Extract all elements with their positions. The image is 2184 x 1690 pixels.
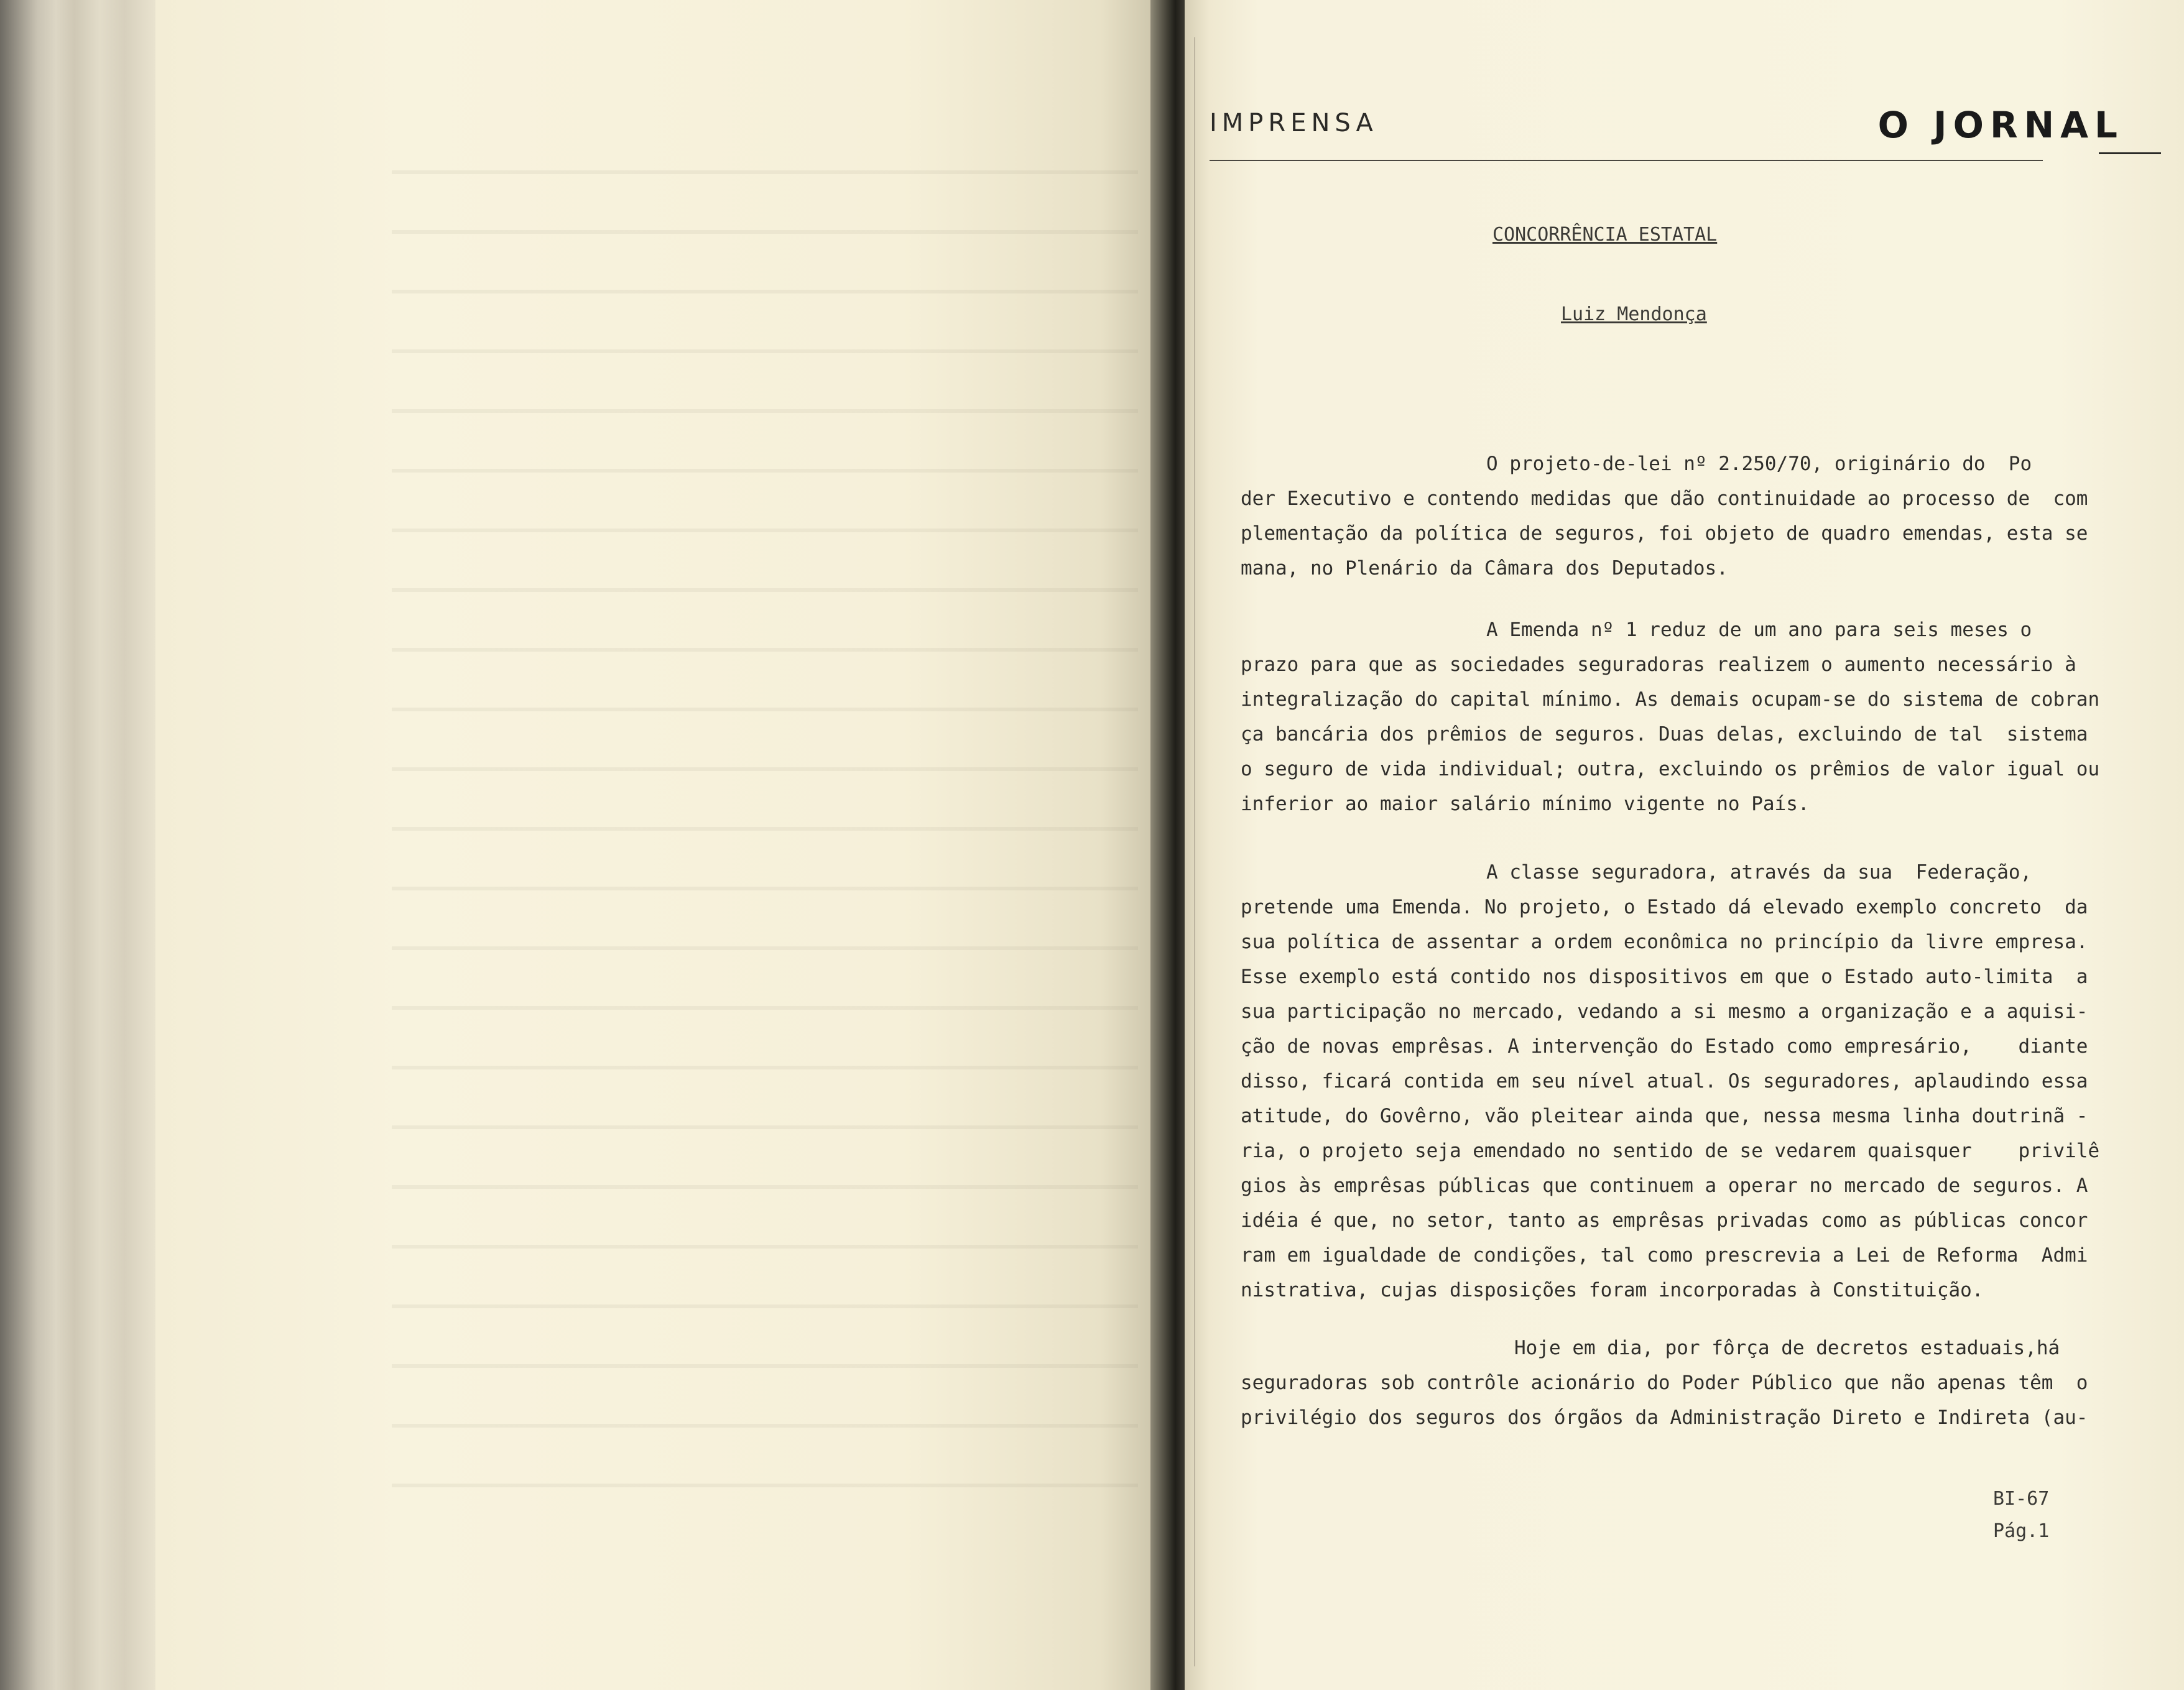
text-line: prazo para que as sociedades seguradoras realizem o aumento necessário à <box>1241 653 2076 676</box>
paragraph-2 <box>1241 612 2100 821</box>
text-line: seguradoras sob contrôle acionário do Poder Público que não apenas têm o <box>1241 1372 2088 1394</box>
text-line: Esse exemplo está contido nos dispositivos em que o Estado auto-limita a <box>1241 966 2088 988</box>
text-line: o seguro de vida individual; outra, excluindo os prêmios de valor igual ou <box>1241 758 2100 780</box>
text-line: sua participação no mercado, vedando a si mesmo a organização e a aquisi- <box>1241 1000 2088 1023</box>
text-line: A Emenda nº 1 reduz de um ano para seis meses o <box>1486 619 2032 641</box>
text-line: pretende uma Emenda. No projeto, o Estado dá elevado exemplo concreto da <box>1241 896 2088 918</box>
show-through-text <box>392 143 1138 1511</box>
text-line: ria, o projeto seja emendado no sentido de se vedarem quaisquer privilê <box>1241 1140 2100 1162</box>
text-line: mana, no Plenário da Câmara dos Deputados. <box>1241 557 1728 579</box>
paragraph-4 <box>1241 1331 2088 1435</box>
section-label: IMPRENSA <box>1210 109 1378 137</box>
right-page <box>1185 0 2184 1690</box>
page-edges <box>0 0 155 1690</box>
article-author: Luiz Mendonça <box>1561 303 1707 325</box>
text-line: der Executivo e contendo medidas que dão continuidade ao processo de com <box>1241 487 2088 510</box>
text-line: inferior ao maior salário mínimo vigente no País. <box>1241 793 1810 815</box>
text-line: atitude, do Govêrno, vão pleitear ainda que, nessa mesma linha doutrinã - <box>1241 1105 2088 1127</box>
text-line: privilégio dos seguros dos órgãos da Administração Direto e Indireta (au- <box>1241 1406 2088 1429</box>
text-line: sua política de assentar a ordem econômica no princípio da livre empresa. <box>1241 931 2088 953</box>
paragraph-3 <box>1241 855 2100 1308</box>
text-line: disso, ficará contida em seu nível atual. Os seguradores, aplaudindo essa <box>1241 1070 2088 1092</box>
paragraph-1 <box>1241 446 2088 586</box>
article-title: CONCORRÊNCIA ESTATAL <box>1492 224 1718 246</box>
text-line: ram em igualdade de condições, tal como prescrevia a Lei de Reforma Admi <box>1241 1244 2088 1267</box>
text-line: Hoje em dia, por fôrça de decretos estaduais,há <box>1514 1337 2060 1359</box>
text-line: gios às emprêsas públicas que continuem a operar no mercado de seguros. A <box>1241 1175 2088 1197</box>
header-rule <box>1210 160 2043 161</box>
text-line: ça bancária dos prêmios de seguros. Duas delas, excluindo de tal sistema <box>1241 723 2088 746</box>
page-number: Pág.1 <box>1993 1520 2050 1542</box>
header-rule-end <box>2099 152 2161 154</box>
left-page-blank <box>155 0 1150 1690</box>
bulletin-code: BI-67 <box>1993 1488 2050 1510</box>
text-line: idéia é que, no setor, tanto as emprêsas privadas como as públicas concor <box>1241 1209 2088 1232</box>
text-line: A classe seguradora, através da sua Federação, <box>1486 861 2032 884</box>
text-line: integralização do capital mínimo. As demais ocupam-se do sistema de cobran <box>1241 688 2100 711</box>
text-line: ção de novas emprêsas. A intervenção do Estado como empresário, diante <box>1241 1035 2088 1058</box>
page-header <box>1210 104 2161 165</box>
page-footer <box>1993 1483 2049 1548</box>
text-line: O projeto-de-lei nº 2.250/70, originário do Po <box>1486 453 2032 475</box>
text-line: nistrativa, cujas disposições foram incorporadas à Constituição. <box>1241 1279 1984 1301</box>
newspaper-name: O JORNAL <box>1877 104 2124 146</box>
margin-line <box>1194 37 1195 1666</box>
text-line: plementação da política de seguros, foi objeto de quadro emendas, esta se <box>1241 522 2088 545</box>
